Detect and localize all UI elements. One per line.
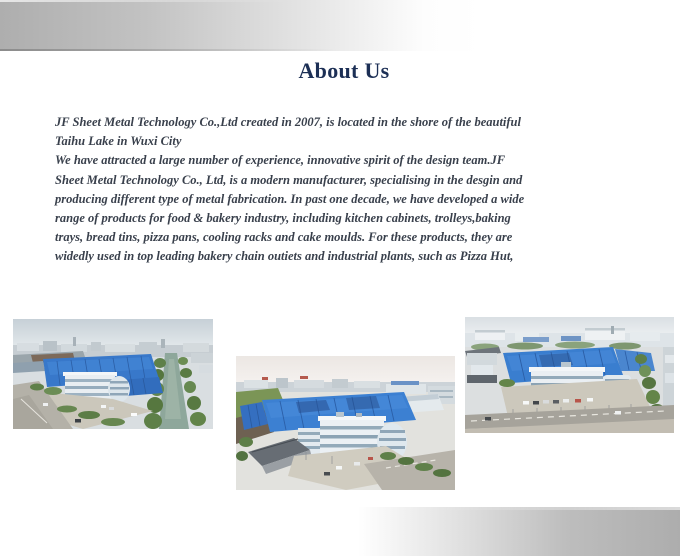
top-gradient-bar (0, 0, 482, 51)
about-text-block (55, 113, 524, 267)
about-line: trays, bread tins, pizza pans, cooling racks and cake moulds. For these products, they are (55, 230, 513, 245)
about-line: range of products for food & bakery industry, including kitchen cabinets, trolleys,baking (55, 210, 511, 225)
about-paragraph (55, 113, 524, 151)
about-line: widedly used in top leading bakery chain outiets and industrial plants, such as Pizza Hut, (55, 249, 514, 264)
about-line: We have attracted a large number of experience, innovative spirit of the design team.JF (55, 153, 506, 168)
about-line: Sheet Metal Technology Co., Ltd, is a modern manufacturer, specialising in the desgin and (55, 172, 523, 187)
factory-aerial-complex-illustration (465, 317, 674, 433)
page-title: About Us (298, 58, 390, 83)
about-line: JF Sheet Metal Technology Co.,Ltd created in 2007, is located in the shore of the beautiful (55, 115, 521, 129)
factory-photo-complex (465, 317, 674, 433)
factory-photo-headquarters (236, 356, 455, 490)
factory-aerial-headquarters-illustration (236, 356, 455, 490)
about-paragraph (55, 151, 524, 266)
factory-photo-riverside (13, 319, 213, 429)
about-line: producing different type of metal fabrication. In past one decade, we have developed a wide (55, 191, 525, 206)
factory-aerial-riverside-illustration (13, 319, 213, 429)
about-line: Taihu Lake in Wuxi City (55, 134, 182, 149)
bottom-gradient-bar (358, 507, 680, 556)
